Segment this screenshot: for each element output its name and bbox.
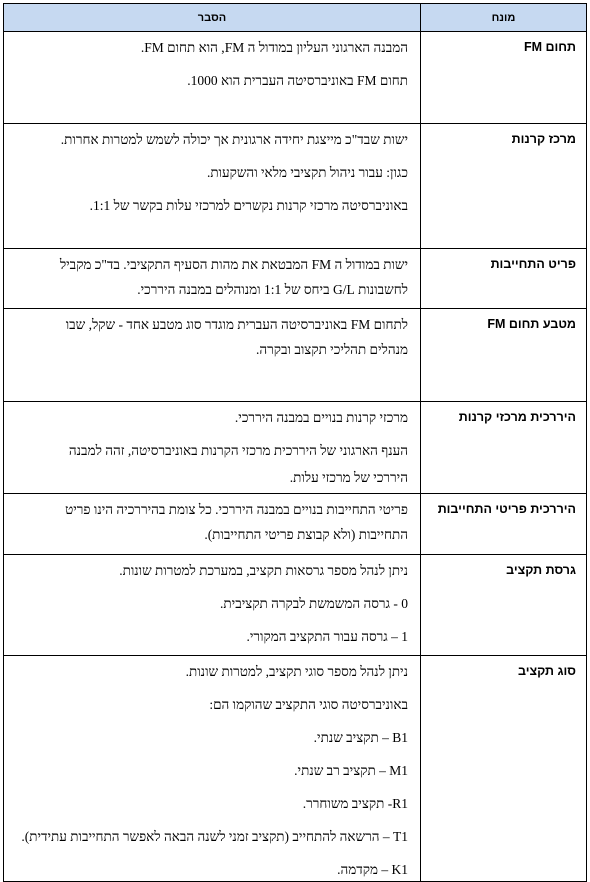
table-row: [4, 494, 587, 555]
explanation-cell: [4, 402, 421, 494]
explanation-line: תחום FM באוניברסיטה העברית הוא 1000.: [187, 73, 408, 88]
explanation-line: לתחום FM באוניברסיטה העברית מוגדר סוג מטבע אחד - שקל, שבו: [65, 317, 408, 332]
explanation-line: באוניברסיטה מרכזי קרנות נקשרים למרכזי עלות בקשר של 1:1.: [89, 198, 408, 213]
explanation-line: לחשבונות G/L ביחס של 1:1 ומנוהלים במבנה היררכי.: [137, 282, 408, 297]
explanation-line: ישות במודול ה FM המבטאת את מהות הסעיף התקציבי. בד"כ מקביל: [59, 257, 408, 272]
explanation-line: T1 – הרשאה להתחייב (תקציב זמני לשנה הבאה לאפשר התחייבות עתידית).: [21, 829, 408, 844]
header-row: [4, 4, 587, 32]
explanation-line: 1 – גרסה עבור התקציב המקורי.: [246, 629, 408, 644]
explanation-cell: [4, 32, 421, 124]
explanation-line: מרכזי קרנות בנויים במבנה היררכי.: [234, 410, 408, 425]
explanation-line: כגון: עבור ניהול תקציבי מלאי והשקעות.: [206, 165, 408, 180]
explanation-cell: [4, 309, 421, 402]
term-cell: מרכז קרנות: [421, 124, 587, 249]
explanation-line: המבנה הארגוני העליון במודול ה FM, הוא תחום FM.: [140, 40, 408, 55]
term-cell: היררכית מרכזי קרנות: [421, 402, 587, 494]
table-row: [4, 555, 587, 656]
table-row: [4, 32, 587, 124]
explanation-line: היררכי של מרכזי עלות.: [289, 470, 408, 485]
table-row: [4, 402, 587, 494]
explanation-line: M1 – תקציב רב שנתי.: [294, 763, 408, 778]
table-row: [4, 309, 587, 402]
explanation-line: באוניברסיטה סוגי התקציב שהוקמו הם:: [209, 697, 408, 712]
explanation-line: ניתן לנהל מספר סוגי תקציב, למטרות שונות.: [185, 664, 408, 679]
explanation-line: 0 - גרסה המשמשת לבקרה תקציבית.: [220, 596, 408, 611]
term-cell: תחום FM: [421, 32, 587, 124]
table-row: [4, 249, 587, 309]
term-cell: פריט התחייבות: [421, 249, 587, 309]
term-cell: סוג תקציב: [421, 656, 587, 882]
explanation-line: ניתן לנהל מספר גרסאות תקציב, במערכת למטרות שונות.: [119, 563, 408, 578]
header-term: מונח: [421, 4, 587, 32]
explanation-cell: [4, 494, 421, 555]
explanation-line: B1 – תקציב שנתי.: [313, 730, 408, 745]
explanation-line: ישות שבד"כ מייצגת יחידה ארגונית אך יכולה לשמש למטרות אחרות.: [60, 132, 408, 147]
explanation-cell: [4, 124, 421, 249]
explanation-line: הענף הארגוני של היררכית מרכזי הקרנות באוניברסיטה, זהה למבנה: [68, 443, 408, 458]
explanation-line: התחייבות (ולא קבוצת פריטי התחייבות).: [204, 527, 408, 542]
explanation-line: מנהלים תהליכי תקצוב ובקרה.: [255, 342, 408, 357]
explanation-line: R1- תקציב משוחרר.: [302, 796, 408, 811]
glossary-table: [3, 3, 587, 882]
explanation-cell: [4, 249, 421, 309]
explanation-line: K1 – מקדמה.: [337, 862, 408, 877]
table-row: [4, 124, 587, 249]
term-cell: גרסת תקציב: [421, 555, 587, 656]
term-cell: מטבע תחום FM: [421, 309, 587, 402]
table-row: [4, 656, 587, 882]
term-cell: היררכית פריטי התחייבות: [421, 494, 587, 555]
explanation-cell: [4, 656, 421, 882]
explanation-cell: [4, 555, 421, 656]
header-explanation: הסבר: [4, 4, 421, 32]
explanation-line: פריטי התחייבות בנויים במבנה היררכי. כל צומת בהיררכיה הינו פריט: [65, 502, 408, 517]
